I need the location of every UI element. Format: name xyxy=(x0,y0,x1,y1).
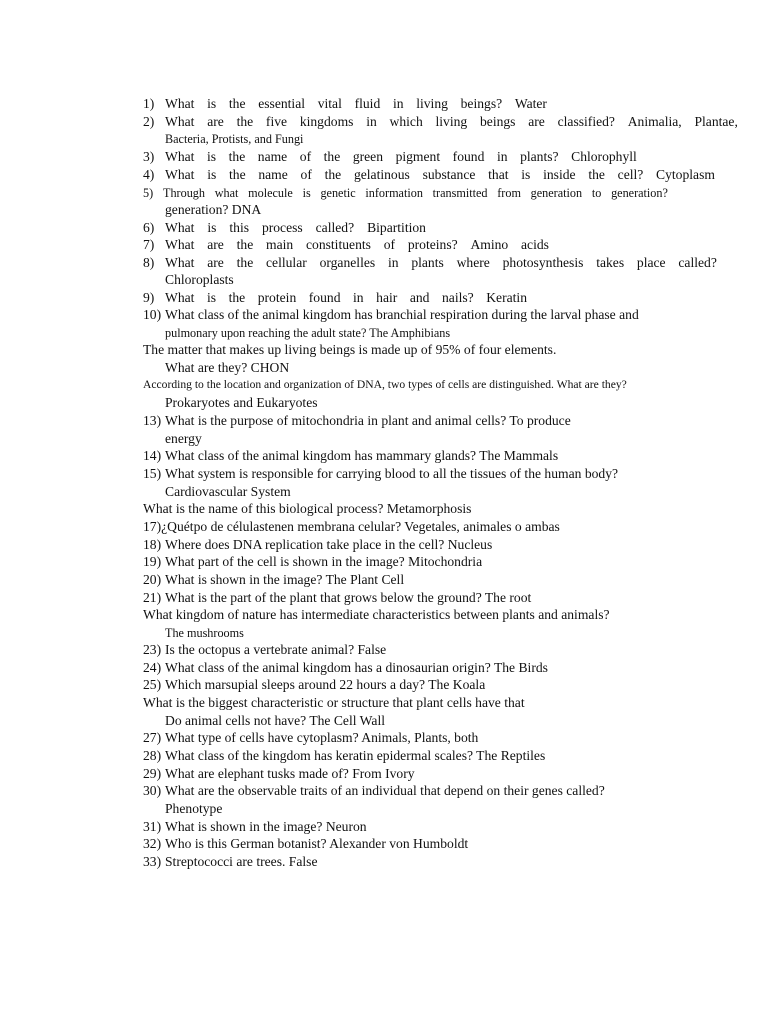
question-text: What are elephant tusks made of? From Ivory xyxy=(165,766,415,781)
question-18 xyxy=(0,536,768,554)
question-word: generation? xyxy=(611,186,668,200)
question-word: Water xyxy=(514,96,547,111)
question-text: What system is responsible for carrying blood to all the tissues of the human body? xyxy=(165,466,619,481)
question-text: What is shown in the image? Neuron xyxy=(165,819,367,834)
question-4 xyxy=(0,166,768,184)
question-text: What class of the animal kingdom has mammary glands? The Mammals xyxy=(165,448,559,463)
question-3 xyxy=(0,148,768,166)
question-text: What is the biggest characteristic or structure that plant cells have that xyxy=(143,695,525,710)
question-word: are xyxy=(528,114,545,129)
question-word: Chlorophyll xyxy=(571,149,637,164)
question-8-continuation xyxy=(0,271,768,289)
question-word: acids xyxy=(521,237,549,252)
question-word: this xyxy=(229,220,250,235)
question-text xyxy=(165,113,738,131)
question-text xyxy=(165,148,637,166)
question-word: the xyxy=(588,167,605,182)
question-number: 7) xyxy=(143,237,155,252)
question-word: the xyxy=(236,114,254,129)
question-answer: What are they? CHON xyxy=(165,360,290,375)
question-14 xyxy=(0,447,768,465)
question-text: What is the purpose of mitochondria in plant and animal cells? To produce xyxy=(165,413,571,428)
question-number: 28) xyxy=(143,748,162,763)
question-word: What xyxy=(165,220,195,235)
question-word: name xyxy=(257,149,288,164)
question-word: Bipartition xyxy=(367,220,426,235)
question-19 xyxy=(0,553,768,571)
question-word: What xyxy=(165,149,195,164)
question-number: 18) xyxy=(143,537,162,552)
question-word: takes xyxy=(596,255,625,270)
question-2 xyxy=(0,113,768,131)
question-word: organelles xyxy=(319,255,376,270)
question-text: What class of the kingdom has keratin epidermal scales? The Reptiles xyxy=(165,748,546,763)
question-11-continuation xyxy=(0,359,768,377)
question-word: inside xyxy=(543,167,576,182)
question-29 xyxy=(0,765,768,783)
question-word: classified? xyxy=(557,114,615,129)
question-number: 9) xyxy=(143,290,155,305)
question-text: What is shown in the image? The Plant Cell xyxy=(165,572,405,587)
question-text xyxy=(165,289,527,307)
question-text: Who is this German botanist? Alexander von Humboldt xyxy=(165,836,469,851)
question-word: of xyxy=(299,149,312,164)
question-answer: The mushrooms xyxy=(165,626,244,640)
question-word: five xyxy=(265,114,288,129)
question-word: What xyxy=(165,96,195,111)
question-word: What xyxy=(165,237,195,252)
question-number: 1) xyxy=(143,96,155,111)
question-number: 21) xyxy=(143,590,162,605)
question-word: beings xyxy=(479,114,516,129)
question-30-continuation xyxy=(0,800,768,818)
question-word: the xyxy=(228,96,246,111)
question-word: What xyxy=(165,167,195,182)
question-answer: Bacteria, Protists, and Fungi xyxy=(165,132,304,146)
question-word: the xyxy=(324,167,342,182)
question-text xyxy=(165,219,426,237)
question-word: fluid xyxy=(354,96,381,111)
question-word: the xyxy=(228,149,246,164)
question-answer: Chloroplasts xyxy=(165,272,234,287)
question-word: living xyxy=(435,114,468,129)
question-word: is xyxy=(207,96,217,111)
question-word: in xyxy=(392,96,404,111)
question-1 xyxy=(0,95,768,113)
question-word: plants? xyxy=(520,149,559,164)
question-number: 32) xyxy=(143,836,162,851)
question-word: are xyxy=(207,237,224,252)
question-13-continuation xyxy=(0,430,768,448)
question-text: Where does DNA replication take place in the cell? Nucleus xyxy=(165,537,493,552)
question-12 xyxy=(0,376,768,394)
question-10-continuation xyxy=(0,324,768,342)
question-word: is xyxy=(207,220,217,235)
question-23 xyxy=(0,641,768,659)
question-11 xyxy=(0,341,768,359)
question-30 xyxy=(0,782,768,800)
question-8 xyxy=(0,254,768,272)
question-text xyxy=(165,236,549,254)
question-text: The matter that makes up living beings is made up of 95% of four elements. xyxy=(143,342,557,357)
question-word: main xyxy=(266,237,294,252)
question-word: beings? xyxy=(460,96,503,111)
question-text: Which marsupial sleeps around 22 hours a day? The Koala xyxy=(165,677,486,692)
question-word: Animalia, xyxy=(627,114,682,129)
question-word: is xyxy=(206,290,217,305)
question-word: hair xyxy=(376,290,398,305)
question-15 xyxy=(0,465,768,483)
question-text xyxy=(165,254,717,272)
question-word: photosynthesis xyxy=(502,255,584,270)
question-answer: generation? DNA xyxy=(165,202,262,217)
question-17 xyxy=(0,518,768,536)
question-number: 24) xyxy=(143,660,162,675)
question-word: protein xyxy=(257,290,297,305)
question-text: What is the part of the plant that grows below the ground? The root xyxy=(165,590,532,605)
question-word: and xyxy=(409,290,430,305)
question-word: Cytoplasm xyxy=(656,167,715,182)
question-word: green xyxy=(352,149,384,164)
question-7 xyxy=(0,236,768,254)
question-word: in xyxy=(353,290,364,305)
question-word: plants xyxy=(411,255,444,270)
question-number: 20) xyxy=(143,572,162,587)
question-32 xyxy=(0,835,768,853)
question-word: found xyxy=(308,290,341,305)
question-number: 25) xyxy=(143,677,162,692)
question-5-continuation xyxy=(0,201,768,219)
question-15-continuation xyxy=(0,483,768,501)
question-answer: Do animal cells not have? The Cell Wall xyxy=(165,713,385,728)
question-word: the xyxy=(236,255,254,270)
question-20 xyxy=(0,571,768,589)
question-word: of xyxy=(300,167,312,182)
question-word: where xyxy=(456,255,490,270)
question-number: 3) xyxy=(143,149,155,164)
question-word: are xyxy=(207,255,224,270)
question-word: information xyxy=(365,186,423,200)
question-26-continuation xyxy=(0,712,768,730)
question-word: place xyxy=(636,255,666,270)
question-word: the xyxy=(228,290,246,305)
question-word: Keratin xyxy=(486,290,527,305)
question-word: is xyxy=(521,167,531,182)
question-word: generation xyxy=(530,186,583,200)
question-word: Through xyxy=(163,186,205,200)
question-2-continuation xyxy=(0,130,768,148)
question-answer: Cardiovascular System xyxy=(165,484,291,499)
question-word: What xyxy=(165,255,195,270)
question-text: According to the location and organization of DNA, two types of cells are distinguished. What are they? xyxy=(143,378,627,391)
question-word: called? xyxy=(678,255,717,270)
question-answer: Prokaryotes and Eukaryotes xyxy=(165,395,318,410)
question-text: What class of the animal kingdom has branchial respiration during the larval phase and xyxy=(165,307,639,322)
question-12-continuation xyxy=(0,394,768,412)
question-answer: pulmonary upon reaching the adult state? The Amphibians xyxy=(165,326,451,340)
question-word: gelatinous xyxy=(353,167,410,182)
question-answer: Phenotype xyxy=(165,801,223,816)
question-word: substance xyxy=(422,167,476,182)
question-word: Amino xyxy=(470,237,509,252)
question-22-continuation xyxy=(0,624,768,642)
question-text: Streptococci are trees. False xyxy=(165,854,318,869)
question-word: which xyxy=(389,114,423,129)
question-26 xyxy=(0,694,768,712)
question-answer: energy xyxy=(165,431,202,446)
question-word: in xyxy=(366,114,377,129)
question-text: What kingdom of nature has intermediate characteristics between plants and animals? xyxy=(143,607,610,622)
question-number: 2) xyxy=(143,114,155,129)
question-word: is xyxy=(207,149,217,164)
question-word: living xyxy=(416,96,448,111)
question-word: vital xyxy=(317,96,342,111)
question-word: from xyxy=(497,186,521,200)
question-word: to xyxy=(591,186,602,200)
question-word: What xyxy=(165,114,195,129)
question-word: Plantae, xyxy=(694,114,738,129)
question-word: found xyxy=(452,149,485,164)
question-text: What type of cells have cytoplasm? Animals, Plants, both xyxy=(165,730,479,745)
question-word: name xyxy=(258,167,288,182)
question-word: what xyxy=(214,186,239,200)
question-28 xyxy=(0,747,768,765)
question-33 xyxy=(0,853,768,871)
question-number: 19) xyxy=(143,554,162,569)
question-word: that xyxy=(488,167,509,182)
question-number: 29) xyxy=(143,766,162,781)
question-number: 13) xyxy=(143,413,162,428)
question-number: 33) xyxy=(143,854,162,869)
question-9 xyxy=(0,289,768,307)
question-word: called? xyxy=(315,220,355,235)
question-number: 8) xyxy=(143,255,155,270)
question-text xyxy=(163,184,668,202)
question-word: nails? xyxy=(441,290,474,305)
question-word: genetic xyxy=(320,186,356,200)
question-word: is xyxy=(302,186,311,200)
question-number: 10) xyxy=(143,307,162,322)
question-word: cell? xyxy=(617,167,644,182)
question-text: What part of the cell is shown in the image? Mitochondria xyxy=(165,554,483,569)
question-text xyxy=(165,166,715,184)
question-text: What are the observable traits of an individual that depend on their genes called? xyxy=(165,783,605,798)
question-16 xyxy=(0,500,768,518)
question-13 xyxy=(0,412,768,430)
question-word: proteins? xyxy=(407,237,458,252)
question-word: of xyxy=(383,237,396,252)
question-number: 31) xyxy=(143,819,162,834)
question-24 xyxy=(0,659,768,677)
question-21 xyxy=(0,589,768,607)
question-22 xyxy=(0,606,768,624)
question-text: What is the name of this biological process? Metamorphosis xyxy=(143,501,472,516)
question-word: the xyxy=(236,237,254,252)
question-word: in xyxy=(387,255,399,270)
question-text: 17)¿Quétpo de célulastenen membrana celular? Vegetales, animales o ambas xyxy=(143,519,560,534)
question-6 xyxy=(0,219,768,237)
question-number: 15) xyxy=(143,466,162,481)
question-number: 14) xyxy=(143,448,162,463)
question-word: the xyxy=(229,167,246,182)
question-word: cellular xyxy=(266,255,307,270)
question-31 xyxy=(0,818,768,836)
question-word: kingdoms xyxy=(299,114,354,129)
question-word: What xyxy=(165,290,195,305)
question-word: in xyxy=(496,149,508,164)
question-word: constituents xyxy=(305,237,371,252)
question-number: 27) xyxy=(143,730,162,745)
question-word: is xyxy=(207,167,217,182)
question-word: molecule xyxy=(248,186,293,200)
question-25 xyxy=(0,676,768,694)
question-word: pigment xyxy=(395,149,441,164)
question-text xyxy=(165,95,547,113)
question-number: 23) xyxy=(143,642,162,657)
question-number: 4) xyxy=(143,167,155,182)
question-word: are xyxy=(207,114,224,129)
question-word: the xyxy=(323,149,341,164)
question-number: 30) xyxy=(143,783,162,798)
question-word: transmitted xyxy=(432,186,488,200)
question-text: Is the octopus a vertebrate animal? False xyxy=(165,642,387,657)
question-5 xyxy=(0,184,768,202)
question-number: 6) xyxy=(143,220,155,235)
question-word: process xyxy=(261,220,303,235)
question-10 xyxy=(0,306,768,324)
question-27 xyxy=(0,729,768,747)
question-number: 5) xyxy=(143,186,154,200)
question-word: essential xyxy=(258,96,306,111)
question-text: What class of the animal kingdom has a dinosaurian origin? The Birds xyxy=(165,660,548,675)
